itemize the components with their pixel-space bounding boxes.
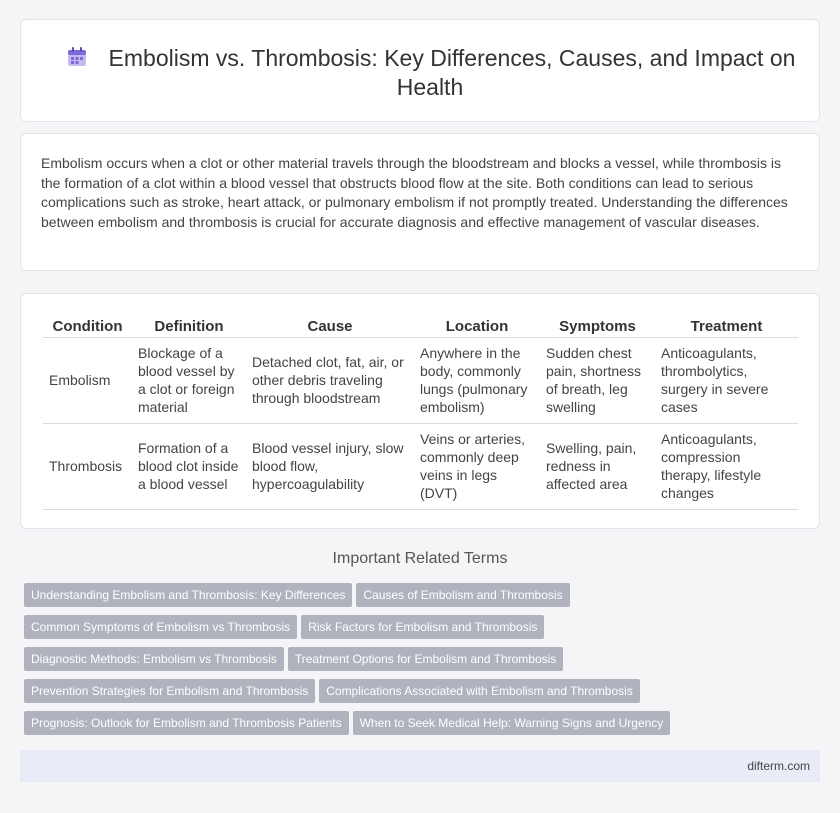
header-treatment: Treatment	[655, 314, 798, 338]
header-symptoms: Symptoms	[540, 314, 655, 338]
related-term-link[interactable]: Treatment Options for Embolism and Thrombosis	[288, 647, 563, 671]
related-terms-heading: Important Related Terms	[332, 550, 508, 567]
header-location: Location	[414, 314, 540, 338]
cell-symptoms: Sudden chest pain, shortness of breath, leg swelling	[540, 338, 655, 424]
related-term-link[interactable]: Understanding Embolism and Thrombosis: Key Differences	[24, 583, 352, 607]
cell-condition: Thrombosis	[43, 424, 132, 510]
cell-location: Veins or arteries, commonly deep veins in legs (DVT)	[414, 424, 540, 510]
cell-condition: Embolism	[43, 338, 132, 424]
cell-location: Anywhere in the body, commonly lungs (pulmonary embolism)	[414, 338, 540, 424]
intro-card	[20, 133, 820, 271]
page-title-wrap	[61, 44, 799, 102]
tag-row	[24, 711, 824, 743]
related-term-link[interactable]: Prevention Strategies for Embolism and Thrombosis	[24, 679, 315, 703]
comparison-table	[43, 314, 798, 510]
related-term-link[interactable]: Complications Associated with Embolism and Thrombosis	[319, 679, 640, 703]
related-term-link[interactable]: When to Seek Medical Help: Warning Signs and Urgency	[353, 711, 671, 735]
related-term-link[interactable]: Diagnostic Methods: Embolism vs Thrombosis	[24, 647, 284, 671]
cell-definition: Blockage of a blood vessel by a clot or foreign material	[132, 338, 246, 424]
cell-symptoms: Swelling, pain, redness in affected area	[540, 424, 655, 510]
tag-row	[24, 615, 824, 647]
intro-paragraph: Embolism occurs when a clot or other material travels through the bloodstream and blocks a vessel, while thrombosis is the formation of a clot within a blood vessel that obstructs blood flow at the site. Both conditions can lead to serious complications such as stroke, heart attack, or pulmonary embolism if not promptly treated. Understanding the differences between embolism and thrombosis is crucial for accurate diagnosis and effective management of vascular diseases.	[41, 155, 788, 230]
tag-row	[24, 679, 824, 711]
footer-site-link[interactable]: difterm.com	[747, 759, 810, 773]
cell-definition: Formation of a blood clot inside a blood vessel	[132, 424, 246, 510]
table-row	[43, 338, 798, 424]
cell-cause: Detached clot, fat, air, or other debris traveling through bloodstream	[246, 338, 414, 424]
footer	[20, 750, 820, 782]
table-header-row	[43, 314, 798, 338]
cell-treatment: Anticoagulants, compression therapy, lifestyle changes	[655, 424, 798, 510]
calendar-icon	[65, 45, 89, 69]
comparison-table-card	[20, 293, 820, 529]
tag-row	[24, 647, 824, 679]
cell-treatment: Anticoagulants, thrombolytics, surgery in severe cases	[655, 338, 798, 424]
header-definition: Definition	[132, 314, 246, 338]
related-term-link[interactable]: Causes of Embolism and Thrombosis	[356, 583, 569, 607]
title-card	[20, 19, 820, 122]
table-row	[43, 424, 798, 510]
cell-cause: Blood vessel injury, slow blood flow, hypercoagulability	[246, 424, 414, 510]
related-term-link[interactable]: Common Symptoms of Embolism vs Thrombosis	[24, 615, 297, 639]
tag-row	[24, 583, 824, 615]
page-title: Embolism vs. Thrombosis: Key Differences, Causes, and Impact on Health	[108, 45, 796, 100]
header-cause: Cause	[246, 314, 414, 338]
related-terms-list	[24, 583, 824, 743]
related-term-link[interactable]: Prognosis: Outlook for Embolism and Thrombosis Patients	[24, 711, 349, 735]
header-condition: Condition	[43, 314, 132, 338]
related-term-link[interactable]: Risk Factors for Embolism and Thrombosis	[301, 615, 544, 639]
